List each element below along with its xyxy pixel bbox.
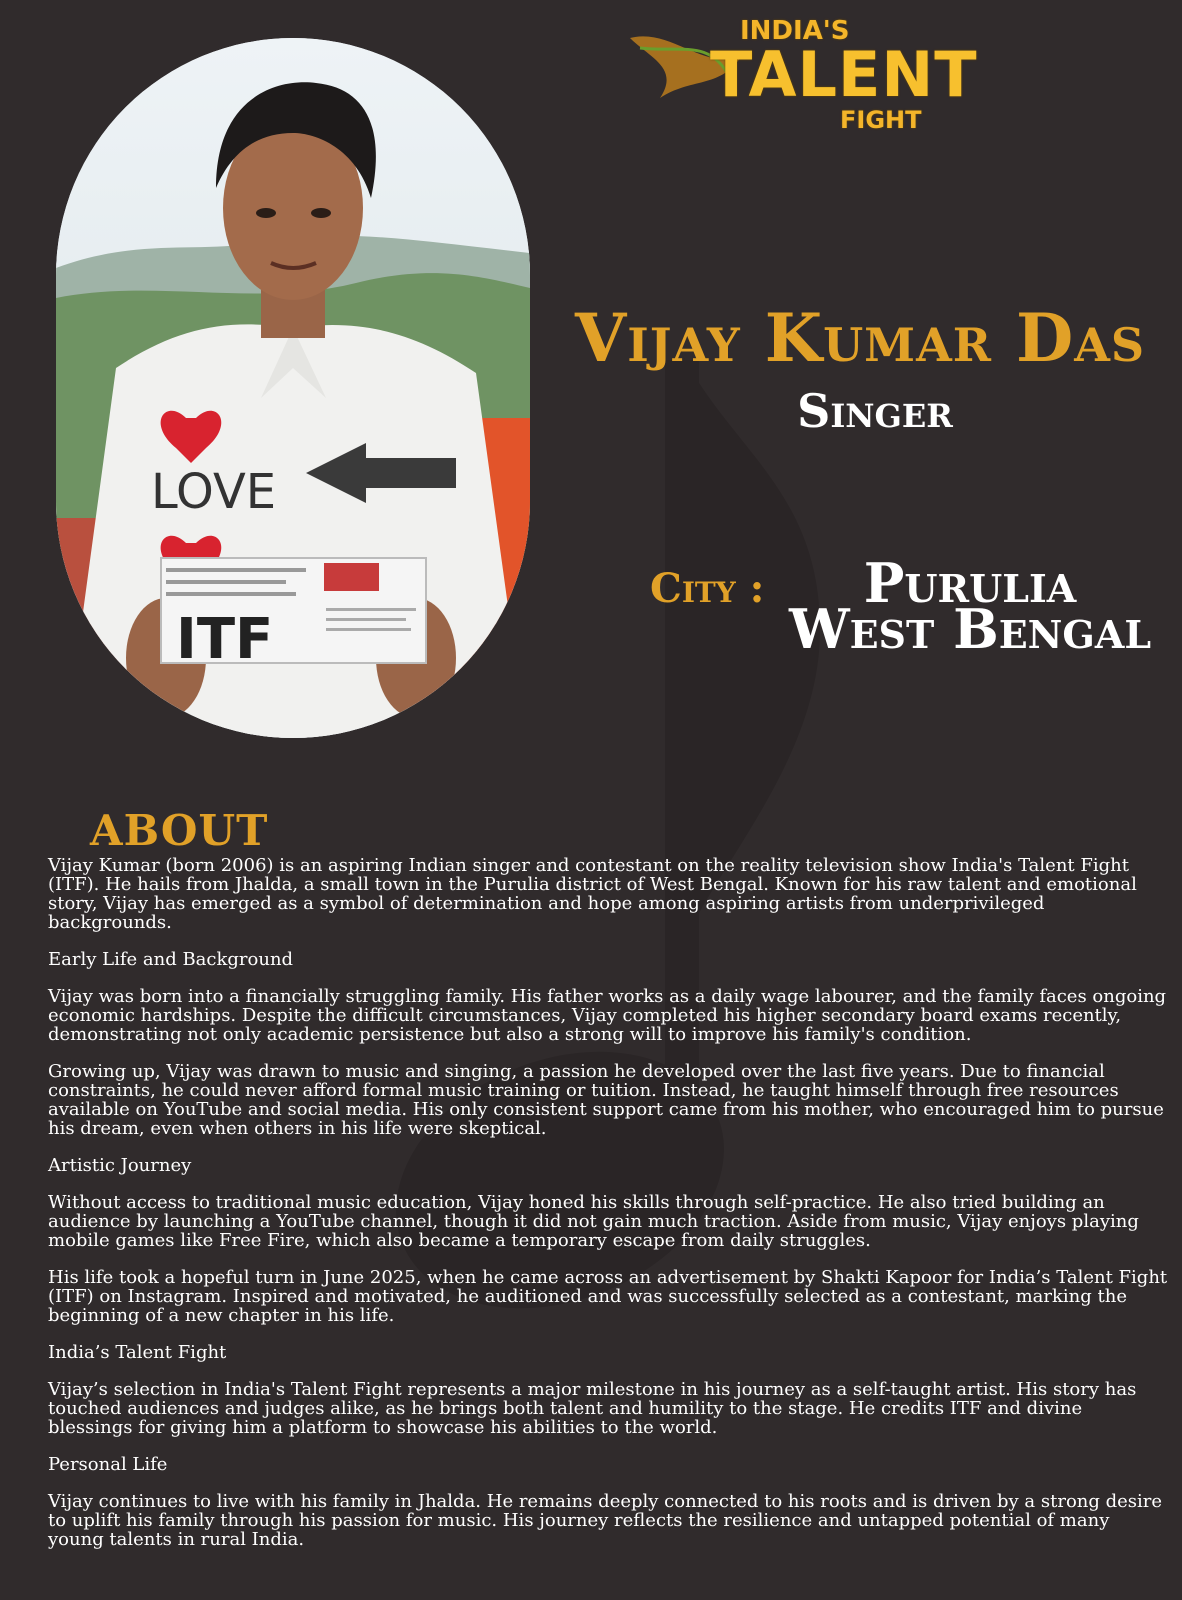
city-value <box>770 551 1170 661</box>
portrait-photo <box>56 38 530 738</box>
logo-top-text: INDIA'S <box>740 16 850 46</box>
about-section <box>48 856 1170 1567</box>
paragraph-personal-life: Vijay continues to live with his family in Jhalda. He remains deeply connected to his roots and is driven by a strong desire to uplift his family through his passion for music. His journey reflects the resilience and untapped potential of many young talents in rural India. <box>48 1491 1163 1550</box>
paragraph-early-life-2: Growing up, Vijay was drawn to music and singing, a passion he developed over the last five years. Due to financial constraints, he could never afford formal music training or tuition. Instead, he taught himself through free resources available on YouTube and social media. His only consistent support came from his mother, who encouraged him to pursue his dream, even when others in his life were skeptical. <box>48 1061 1164 1139</box>
person-role: Singer <box>797 384 953 438</box>
about-intro: Vijay Kumar (born 2006) is an aspiring Indian singer and contestant on the reality television show India's Talent Fight (ITF). He hails from Jhalda, a small town in the Purulia district of West Bengal. Known for his raw talent and emotional story, Vijay has emerged as a symbol of determination and hope among aspiring artists from underprivileged backgrounds. <box>48 855 1137 933</box>
paragraph-artistic-journey-1: Without access to traditional music education, Vijay honed his skills through self-practice. He also tried building an audience by launching a YouTube channel, though it did not gain much traction. Aside from music, Vijay enjoys playing mobile games like Free Fire, which also became a temporary escape from daily struggles. <box>48 1192 1139 1251</box>
heading-talent-fight: India’s Talent Fight <box>48 1342 227 1363</box>
svg-text:ITF: ITF <box>176 607 274 672</box>
logo-bottom-text: FIGHT <box>840 106 922 134</box>
paragraph-talent-fight: Vijay’s selection in India's Talent Fight represents a major milestone in his journey as a self-taught artist. His story has touched audiences and judges alike, as he brings both talent and humility to the stage. He credits ITF and divine blessings for giving him a platform to showcase his abilities to the world. <box>48 1379 1137 1438</box>
heading-personal-life: Personal Life <box>48 1454 168 1475</box>
city-line-1: Purulia <box>863 551 1077 615</box>
logo-main-text: TALENT <box>710 38 978 111</box>
paragraph-artistic-journey-2: His life took a hopeful turn in June 2025, when he came across an advertisement by Shakti Kapoor for India’s Talent Fight (ITF) on Instagram. Inspired and motivated, he auditioned and was successfully selected as a contestant, marking the beginning of a new chapter in his life. <box>48 1267 1168 1326</box>
paragraph-early-life-1: Vijay was born into a financially struggling family. His father works as a daily wage labourer, and the family faces ongoing economic hardships. Despite the difficult circumstances, Vijay completed his higher secondary board exams recently, demonstrating not only academic persistence but also a strong will to improve his family's condition. <box>48 986 1167 1045</box>
svg-text:LOVE: LOVE <box>151 464 277 520</box>
about-title: ABOUT <box>90 806 269 855</box>
city-label: City : <box>650 565 765 612</box>
indias-talent-fight-logo <box>630 8 978 138</box>
heading-artistic-journey: Artistic Journey <box>48 1155 192 1176</box>
heading-early-life: Early Life and Background <box>48 949 294 970</box>
city-line-2: West Bengal <box>788 597 1152 661</box>
person-name: Vijay Kumar Das <box>575 299 1146 377</box>
